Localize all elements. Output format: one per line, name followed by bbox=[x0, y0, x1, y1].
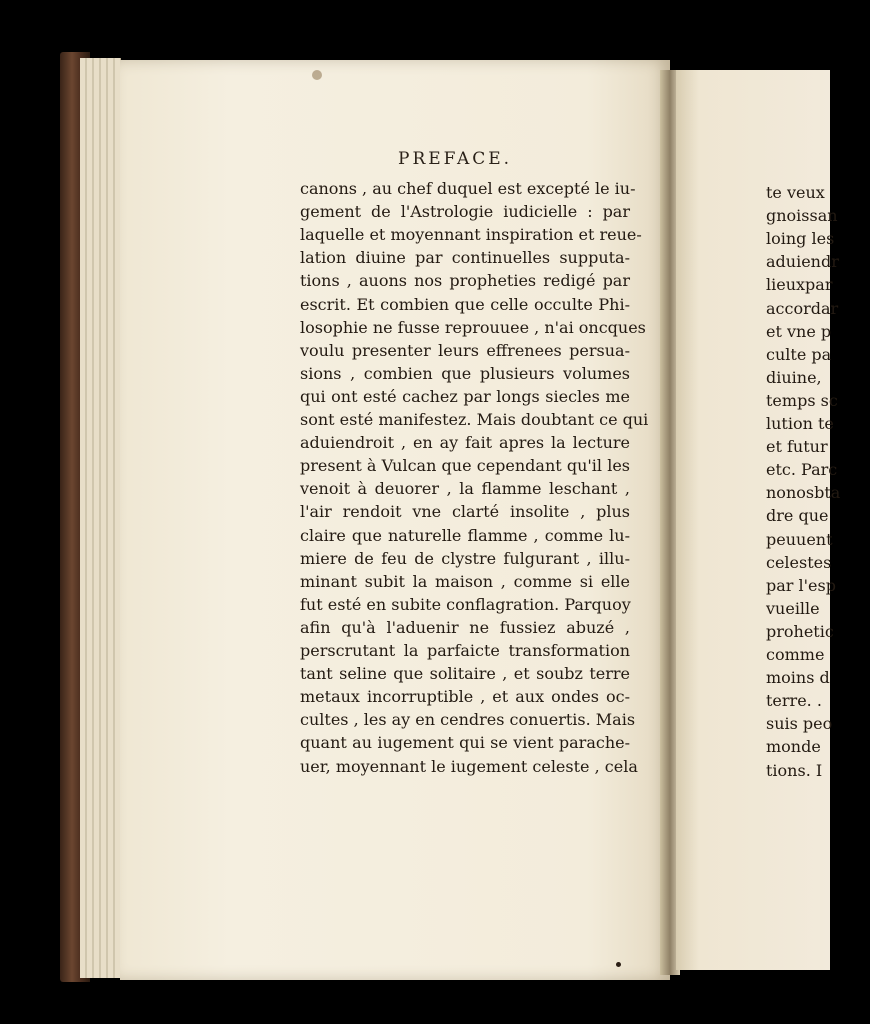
text-line: diuine, bbox=[766, 367, 822, 387]
text-line: tant seline que solitaire , et soubz terre bbox=[300, 664, 630, 684]
text-line: etc. Parc bbox=[766, 460, 838, 480]
text-line: moins d bbox=[766, 668, 830, 688]
text-line: vueille bbox=[766, 598, 820, 618]
text-line: accordar bbox=[766, 298, 839, 318]
text-line: voulu presenter leurs effrenees persua- bbox=[300, 340, 630, 360]
text-line: lieuxpar bbox=[766, 275, 833, 295]
text-line: tions. I bbox=[766, 760, 823, 780]
text-line: l'air rendoit vne clarté insolite , plus bbox=[300, 502, 630, 522]
text-line: perscrutant la parfaicte transformation bbox=[300, 641, 630, 660]
text-line: minant subit la maison , comme si elle bbox=[300, 571, 630, 591]
text-line: temps sc bbox=[766, 390, 838, 410]
text-line: loing les bbox=[766, 229, 835, 249]
text-line: et futur bbox=[766, 437, 828, 457]
text-line: te veux bbox=[766, 183, 825, 202]
text-line: sions , combien que plusieurs volumes bbox=[300, 363, 630, 383]
text-line: escrit. Et combien que celle occulte Phi- bbox=[300, 294, 630, 314]
text-line: culte pa bbox=[766, 344, 832, 364]
text-line: peuuent bbox=[766, 529, 833, 549]
text-line: gnoissan bbox=[766, 206, 838, 226]
text-line: quant au iugement qui se vient parache- bbox=[300, 733, 630, 753]
text-line: afin qu'à l'aduenir ne fussiez abuzé , bbox=[300, 617, 630, 637]
text-line: tions , auons nos propheties redigé par bbox=[300, 271, 630, 291]
text-line: present à Vulcan que cependant qu'il les bbox=[300, 456, 630, 476]
text-line: qui ont esté cachez par longs siecles me bbox=[300, 386, 630, 406]
text-line: par l'esp bbox=[766, 575, 836, 595]
text-line: sont esté manifestez. Mais doubtant ce qui bbox=[300, 410, 649, 429]
text-line: lution te bbox=[766, 414, 834, 433]
text-line: uer, moyennant le iugement celeste , cela bbox=[300, 756, 638, 776]
text-line: venoit à deuorer , la flamme leschant , bbox=[300, 479, 630, 499]
text-line: comme bbox=[766, 645, 825, 664]
text-line: suis peo bbox=[766, 714, 833, 734]
text-line: monde bbox=[766, 737, 821, 757]
text-line: laquelle et moyennant inspiration et reue- bbox=[300, 225, 642, 245]
text-line: miere de feu de clystre fulgurant , illu- bbox=[300, 548, 630, 568]
page-stack-edge bbox=[80, 58, 121, 978]
text-line: dre que bbox=[766, 506, 829, 526]
text-line: et vne p bbox=[766, 321, 832, 341]
text-line: terre. . bbox=[766, 691, 822, 711]
text-line: aduiendr bbox=[766, 252, 839, 272]
text-line: nonosbta bbox=[766, 483, 841, 503]
text-line: cultes , les ay en cendres conuertis. Mais bbox=[300, 710, 636, 730]
text-line: prohetic bbox=[766, 621, 834, 641]
text-line: canons , au chef duquel est excepté le iu- bbox=[300, 179, 636, 198]
ink-dot bbox=[616, 962, 621, 967]
text-line: lation diuine par continuelles supputa- bbox=[300, 248, 630, 268]
foxing-spot bbox=[312, 70, 322, 80]
text-line: claire que naturelle flamme , comme lu- bbox=[300, 525, 630, 545]
text-line: losophie ne fusse reprouuee , n'ai oncques bbox=[300, 317, 646, 337]
text-line: aduiendroit , en ay fait apres la lecture bbox=[300, 433, 630, 453]
text-line: gement de l'Astrologie iudicielle : par bbox=[300, 202, 630, 222]
text-line: metaux incorruptible , et aux ondes oc- bbox=[300, 687, 630, 707]
text-line: fut esté en subite conflagration. Parquoy bbox=[300, 594, 631, 614]
page-header: PREFACE. bbox=[398, 149, 513, 169]
text-line: celestes bbox=[766, 552, 832, 572]
